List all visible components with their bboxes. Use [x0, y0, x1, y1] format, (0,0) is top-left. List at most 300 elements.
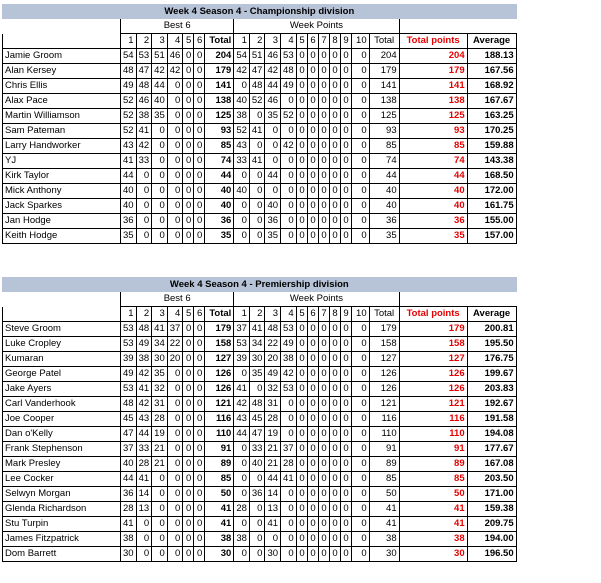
week-score: 35 — [265, 229, 281, 244]
best-score: 0 — [194, 322, 205, 337]
week-score: 0 — [249, 517, 265, 532]
week-score: 0 — [307, 532, 318, 547]
best-score: 35 — [152, 109, 168, 124]
average: 200.81 — [467, 322, 516, 337]
best-score: 0 — [183, 367, 194, 382]
best-score: 0 — [183, 532, 194, 547]
best-score: 53 — [121, 382, 137, 397]
best-score: 0 — [194, 64, 205, 79]
week-score: 0 — [340, 184, 351, 199]
week-score: 0 — [329, 49, 340, 64]
week-score: 0 — [281, 397, 297, 412]
week-score: 0 — [296, 322, 307, 337]
player-name: Glenda Richardson — [3, 502, 121, 517]
best-score: 0 — [152, 214, 168, 229]
week-col-header: 4 — [281, 34, 297, 49]
week-score: 41 — [249, 124, 265, 139]
best-score: 0 — [167, 154, 183, 169]
best-score: 52 — [121, 124, 137, 139]
week-score: 0 — [340, 214, 351, 229]
total-points: 44 — [399, 169, 467, 184]
player-name: Frank Stephenson — [3, 442, 121, 457]
week-col-header: 1 — [234, 34, 250, 49]
week-score: 42 — [265, 64, 281, 79]
average: 194.00 — [467, 532, 516, 547]
table-row — [3, 214, 517, 229]
best-col-header: 3 — [152, 307, 168, 322]
week-score: 0 — [249, 169, 265, 184]
table-row — [3, 139, 517, 154]
week-score: 40 — [234, 184, 250, 199]
week-score: 0 — [318, 352, 329, 367]
best-total: 40 — [205, 184, 234, 199]
best-total: 179 — [205, 64, 234, 79]
week-col-header: 10 — [351, 307, 369, 322]
average: 167.56 — [467, 64, 516, 79]
week-total: 121 — [369, 397, 399, 412]
week-score: 0 — [307, 367, 318, 382]
best-total: 74 — [205, 154, 234, 169]
best-score: 0 — [136, 214, 152, 229]
week-score: 0 — [307, 94, 318, 109]
player-name: Stu Turpin — [3, 517, 121, 532]
best-score: 0 — [183, 412, 194, 427]
week-score: 0 — [340, 412, 351, 427]
best-score: 0 — [167, 199, 183, 214]
week-points-header: Week Points — [234, 292, 399, 307]
week-score: 0 — [351, 517, 369, 532]
week-score: 53 — [234, 337, 250, 352]
best-score: 0 — [183, 352, 194, 367]
best-score: 41 — [136, 124, 152, 139]
table-row — [3, 382, 517, 397]
week-col-header: 7 — [318, 307, 329, 322]
best-total: 91 — [205, 442, 234, 457]
week-score: 22 — [265, 337, 281, 352]
week-score: 0 — [318, 184, 329, 199]
week-score: 0 — [318, 382, 329, 397]
week-score: 0 — [296, 457, 307, 472]
best-total: 126 — [205, 382, 234, 397]
week-score: 0 — [296, 199, 307, 214]
table-row — [3, 442, 517, 457]
average-header: Average — [467, 34, 516, 49]
week-score: 0 — [307, 397, 318, 412]
week-score: 42 — [281, 139, 297, 154]
best-score: 0 — [167, 547, 183, 562]
week-score: 0 — [281, 229, 297, 244]
best-total: 141 — [205, 79, 234, 94]
week-score: 38 — [281, 352, 297, 367]
best-score: 21 — [152, 442, 168, 457]
best-score: 42 — [136, 367, 152, 382]
week-score: 0 — [351, 79, 369, 94]
week-score: 0 — [234, 517, 250, 532]
total-points: 127 — [399, 352, 467, 367]
average: 163.25 — [467, 109, 516, 124]
player-name: Jack Sparkes — [3, 199, 121, 214]
player-name: Dan o'Kelly — [3, 427, 121, 442]
best-total: 41 — [205, 502, 234, 517]
best-score: 0 — [136, 199, 152, 214]
week-score: 0 — [329, 517, 340, 532]
best-col-header: 2 — [136, 307, 152, 322]
best-score: 0 — [194, 427, 205, 442]
best-score: 0 — [194, 184, 205, 199]
best-score: 0 — [167, 427, 183, 442]
week-score: 0 — [296, 49, 307, 64]
week-score: 52 — [249, 94, 265, 109]
week-score: 0 — [318, 502, 329, 517]
best-score: 53 — [136, 49, 152, 64]
best-score: 0 — [167, 124, 183, 139]
total-points-header: Total points — [399, 307, 467, 322]
best-total: 127 — [205, 352, 234, 367]
best-score: 0 — [167, 457, 183, 472]
week-score: 36 — [249, 487, 265, 502]
best-score: 36 — [121, 487, 137, 502]
week-score: 0 — [351, 169, 369, 184]
week-score: 0 — [329, 472, 340, 487]
best-col-header: 4 — [167, 34, 183, 49]
average: 157.00 — [467, 229, 516, 244]
week-score: 0 — [249, 214, 265, 229]
total-points: 85 — [399, 139, 467, 154]
best-score: 30 — [152, 352, 168, 367]
average: 203.50 — [467, 472, 516, 487]
week-score: 0 — [307, 139, 318, 154]
week-score: 0 — [296, 472, 307, 487]
best-score: 21 — [152, 457, 168, 472]
week-total: 179 — [369, 322, 399, 337]
best-score: 0 — [167, 94, 183, 109]
week-score: 0 — [281, 184, 297, 199]
week-total: 89 — [369, 457, 399, 472]
week-score: 0 — [307, 49, 318, 64]
player-name: Jake Ayers — [3, 382, 121, 397]
week-score: 0 — [234, 457, 250, 472]
best-score: 0 — [194, 199, 205, 214]
best-score: 0 — [183, 64, 194, 79]
week-score: 43 — [234, 412, 250, 427]
best-score: 44 — [136, 427, 152, 442]
best-total: 138 — [205, 94, 234, 109]
week-score: 0 — [307, 382, 318, 397]
average: 155.00 — [467, 214, 516, 229]
week-score: 0 — [307, 547, 318, 562]
division-title: Week 4 Season 4 - Championship division — [3, 5, 517, 19]
week-score: 0 — [351, 154, 369, 169]
name-header-blank — [3, 34, 121, 49]
week-score: 0 — [249, 382, 265, 397]
week-score: 37 — [281, 442, 297, 457]
week-score: 0 — [329, 109, 340, 124]
best-score: 0 — [194, 109, 205, 124]
week-score: 0 — [351, 124, 369, 139]
week-total-header: Total — [369, 34, 399, 49]
week-score: 0 — [329, 229, 340, 244]
week-total: 44 — [369, 169, 399, 184]
table-row — [3, 49, 517, 64]
best-total: 85 — [205, 472, 234, 487]
best-score: 0 — [152, 487, 168, 502]
best-score: 34 — [152, 337, 168, 352]
week-score: 0 — [329, 412, 340, 427]
week-score: 48 — [265, 322, 281, 337]
week-score: 14 — [265, 487, 281, 502]
week-score: 0 — [265, 184, 281, 199]
week-total: 116 — [369, 412, 399, 427]
week-col-header: 6 — [307, 34, 318, 49]
table-row — [3, 397, 517, 412]
best-score: 14 — [136, 487, 152, 502]
best-score: 0 — [152, 199, 168, 214]
week-score: 38 — [234, 109, 250, 124]
best-score: 0 — [194, 124, 205, 139]
total-points: 36 — [399, 214, 467, 229]
average: 168.92 — [467, 79, 516, 94]
best-score: 0 — [194, 337, 205, 352]
table-row — [3, 124, 517, 139]
week-score: 0 — [307, 199, 318, 214]
week-score: 40 — [249, 457, 265, 472]
week-col-header: 5 — [296, 307, 307, 322]
week-score: 0 — [329, 79, 340, 94]
total-points-header: Total points — [399, 34, 467, 49]
week-score: 0 — [329, 547, 340, 562]
best-score: 0 — [183, 139, 194, 154]
best-score: 46 — [167, 49, 183, 64]
total-points: 179 — [399, 64, 467, 79]
best-total: 126 — [205, 367, 234, 382]
table-row — [3, 487, 517, 502]
table-row — [3, 64, 517, 79]
best-score: 44 — [121, 472, 137, 487]
week-score: 0 — [340, 154, 351, 169]
week-score: 41 — [265, 517, 281, 532]
player-name: Alan Kersey — [3, 64, 121, 79]
week-score: 0 — [318, 49, 329, 64]
week-total: 179 — [369, 64, 399, 79]
best-score: 0 — [152, 169, 168, 184]
best-score: 0 — [194, 472, 205, 487]
week-score: 0 — [307, 79, 318, 94]
best-score: 48 — [136, 322, 152, 337]
week-score: 0 — [318, 457, 329, 472]
best-score: 51 — [152, 49, 168, 64]
week-score: 30 — [249, 352, 265, 367]
average-header: Average — [467, 307, 516, 322]
best-score: 0 — [183, 94, 194, 109]
total-points: 158 — [399, 337, 467, 352]
best-score: 0 — [167, 442, 183, 457]
week-score: 49 — [281, 79, 297, 94]
best-score: 0 — [194, 517, 205, 532]
week-score: 44 — [265, 472, 281, 487]
week-total: 127 — [369, 352, 399, 367]
week-score: 0 — [340, 169, 351, 184]
week-score: 36 — [265, 214, 281, 229]
average: 167.67 — [467, 94, 516, 109]
week-total: 85 — [369, 139, 399, 154]
best-score: 40 — [121, 184, 137, 199]
week-score: 41 — [249, 322, 265, 337]
division-banner-row — [3, 278, 517, 292]
week-score: 0 — [318, 337, 329, 352]
week-score: 52 — [234, 124, 250, 139]
week-score: 0 — [296, 382, 307, 397]
week-score: 28 — [234, 502, 250, 517]
table-row — [3, 352, 517, 367]
best-score: 44 — [152, 79, 168, 94]
week-score: 0 — [307, 154, 318, 169]
player-name: Keith Hodge — [3, 229, 121, 244]
header-spacer — [399, 292, 516, 307]
best-score: 0 — [167, 229, 183, 244]
week-score: 0 — [249, 199, 265, 214]
average: 170.25 — [467, 124, 516, 139]
best-score: 0 — [152, 472, 168, 487]
best-score: 30 — [121, 547, 137, 562]
header-spacer — [399, 19, 516, 34]
best-score: 33 — [136, 154, 152, 169]
week-col-header: 3 — [265, 307, 281, 322]
best-score: 41 — [121, 154, 137, 169]
best-score: 0 — [183, 49, 194, 64]
week-score: 51 — [249, 49, 265, 64]
premiership-division-table — [2, 277, 517, 562]
week-score: 0 — [340, 139, 351, 154]
week-score: 0 — [329, 124, 340, 139]
week-score: 53 — [281, 49, 297, 64]
week-score: 0 — [307, 487, 318, 502]
best-score: 0 — [183, 442, 194, 457]
week-score: 0 — [351, 472, 369, 487]
average: 159.38 — [467, 502, 516, 517]
week-score: 0 — [296, 352, 307, 367]
best-score: 42 — [152, 64, 168, 79]
best-score: 0 — [183, 397, 194, 412]
week-col-header: 9 — [340, 307, 351, 322]
week-score: 0 — [249, 229, 265, 244]
best-score: 0 — [167, 517, 183, 532]
week-score: 0 — [351, 502, 369, 517]
best-col-header: 5 — [183, 307, 194, 322]
player-name: Luke Cropley — [3, 337, 121, 352]
week-col-header: 1 — [234, 307, 250, 322]
week-score: 0 — [340, 229, 351, 244]
best-score: 53 — [121, 322, 137, 337]
week-score: 0 — [318, 487, 329, 502]
total-points: 121 — [399, 397, 467, 412]
week-score: 0 — [296, 214, 307, 229]
best-total: 40 — [205, 199, 234, 214]
week-score: 0 — [307, 214, 318, 229]
best-score: 0 — [183, 154, 194, 169]
player-name: Jan Hodge — [3, 214, 121, 229]
table-row — [3, 169, 517, 184]
week-score: 41 — [234, 382, 250, 397]
best-score: 0 — [136, 169, 152, 184]
best-score: 0 — [152, 139, 168, 154]
week-col-header: 10 — [351, 34, 369, 49]
total-points: 116 — [399, 412, 467, 427]
week-score: 0 — [329, 427, 340, 442]
total-points: 50 — [399, 487, 467, 502]
best-score: 49 — [121, 79, 137, 94]
group-header-row — [3, 292, 517, 307]
best-score: 0 — [183, 382, 194, 397]
average: 161.75 — [467, 199, 516, 214]
best-score: 0 — [183, 517, 194, 532]
best-score: 0 — [194, 139, 205, 154]
week-score: 0 — [318, 79, 329, 94]
week-score: 37 — [234, 322, 250, 337]
header-spacer — [3, 19, 121, 34]
week-score: 0 — [351, 352, 369, 367]
week-score: 33 — [234, 154, 250, 169]
total-points: 125 — [399, 109, 467, 124]
best-total: 179 — [205, 322, 234, 337]
week-score: 42 — [234, 64, 250, 79]
best-score: 0 — [194, 79, 205, 94]
week-score: 0 — [340, 487, 351, 502]
week-col-header: 9 — [340, 34, 351, 49]
week-score: 0 — [351, 139, 369, 154]
best-score: 0 — [167, 412, 183, 427]
player-name: Mick Anthony — [3, 184, 121, 199]
week-score: 0 — [249, 139, 265, 154]
week-score: 0 — [234, 169, 250, 184]
week-score: 0 — [281, 547, 297, 562]
week-score: 0 — [340, 502, 351, 517]
week-score: 0 — [318, 109, 329, 124]
week-score: 0 — [307, 472, 318, 487]
best-total-header: Total — [205, 307, 234, 322]
week-score: 0 — [329, 382, 340, 397]
standings-table — [2, 277, 517, 562]
best-score: 41 — [136, 382, 152, 397]
week-score: 0 — [329, 367, 340, 382]
week-score: 35 — [265, 109, 281, 124]
week-score: 0 — [340, 427, 351, 442]
week-total: 110 — [369, 427, 399, 442]
week-score: 48 — [281, 64, 297, 79]
best-total: 93 — [205, 124, 234, 139]
week-score: 0 — [234, 214, 250, 229]
week-score: 0 — [351, 49, 369, 64]
week-score: 0 — [340, 49, 351, 64]
best-score: 0 — [194, 547, 205, 562]
week-score: 0 — [329, 502, 340, 517]
best-score: 0 — [183, 472, 194, 487]
average: 167.08 — [467, 457, 516, 472]
best-score: 0 — [152, 124, 168, 139]
week-score: 0 — [318, 124, 329, 139]
week-total: 30 — [369, 547, 399, 562]
week-total: 125 — [369, 109, 399, 124]
week-col-header: 5 — [296, 34, 307, 49]
week-score: 0 — [307, 169, 318, 184]
week-score: 0 — [329, 184, 340, 199]
player-name: Dom Barrett — [3, 547, 121, 562]
total-points: 41 — [399, 517, 467, 532]
week-score: 0 — [318, 169, 329, 184]
week-score: 39 — [234, 352, 250, 367]
best-score: 28 — [136, 457, 152, 472]
week-score: 0 — [329, 139, 340, 154]
table-row — [3, 322, 517, 337]
